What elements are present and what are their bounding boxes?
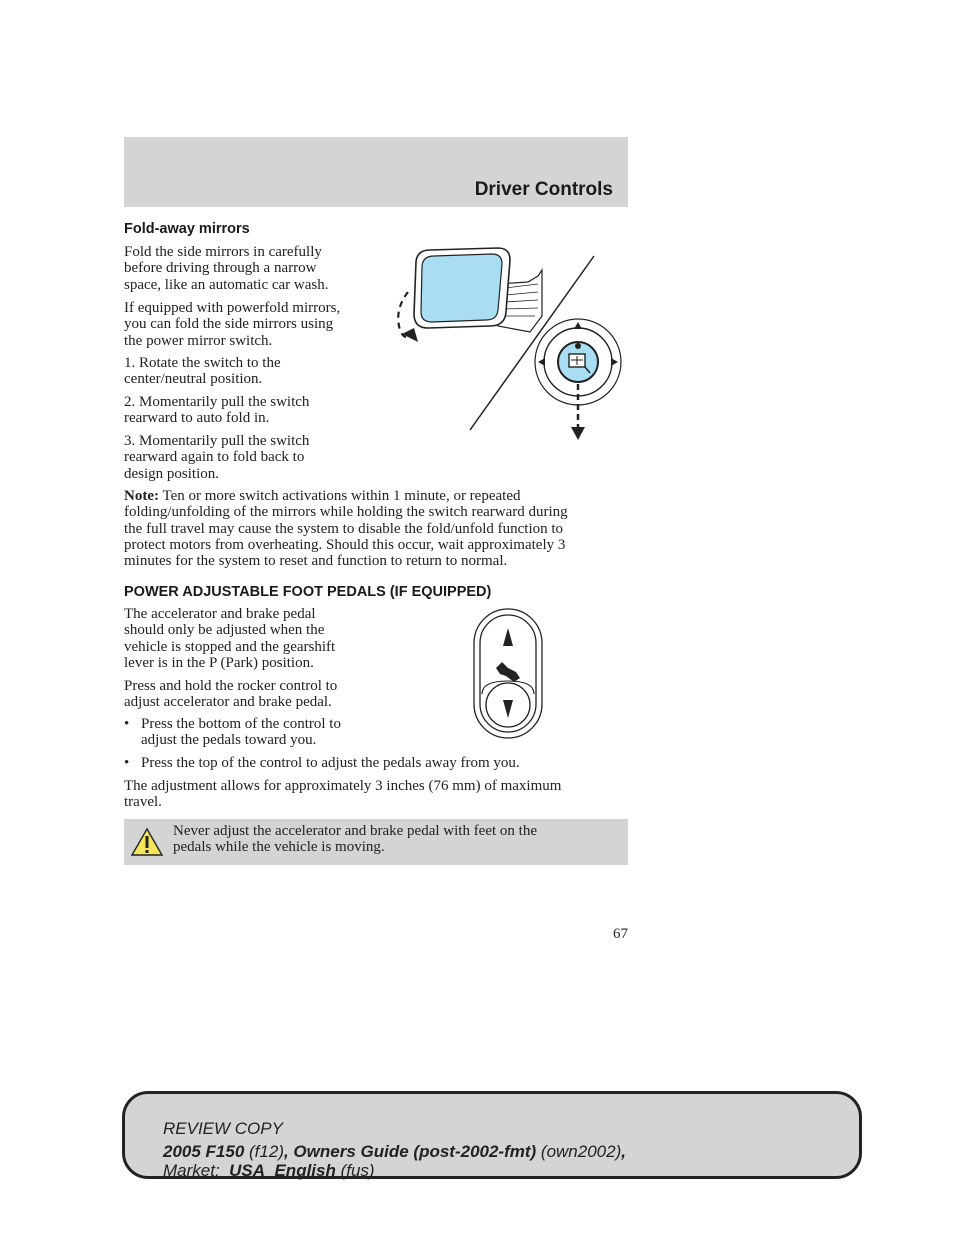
- text-line: Fold the side mirrors in carefully: [124, 244, 322, 260]
- text-line: Press the top of the control to adjust the pedals away from you.: [141, 755, 520, 771]
- step-2: [124, 394, 309, 427]
- guide-code: (own2002): [536, 1142, 622, 1161]
- section-heading-power-pedals: POWER ADJUSTABLE FOOT PEDALS (IF EQUIPPED): [124, 584, 492, 600]
- text-line: The adjustment allows for approximately 3 inches (76 mm) of maximum: [124, 778, 562, 794]
- text-line: before driving through a narrow: [124, 260, 317, 277]
- bullet-dot: •: [124, 755, 130, 771]
- footer-document-line: [163, 1143, 626, 1161]
- step-1: [124, 355, 281, 388]
- text-line: If equipped with powerfold mirrors,: [124, 300, 341, 316]
- text-line: the power mirror switch.: [124, 332, 273, 349]
- paragraph-rocker-control: [124, 678, 337, 711]
- text-line: the full travel may cause the system to disable the fold/unfold function to: [124, 520, 564, 537]
- text-line: folding/unfolding of the mirrors while holding the switch rearward during: [124, 504, 568, 521]
- section-heading-fold-away-mirrors: Fold-away mirrors: [124, 221, 250, 237]
- text-line: The accelerator and brake pedal: [124, 606, 316, 622]
- text-line: adjust accelerator and brake pedal.: [124, 694, 332, 711]
- warning-triangle-icon: [130, 827, 164, 857]
- text-line: 3. Momentarily pull the switch: [124, 433, 310, 449]
- paragraph-powerfold: [124, 300, 340, 349]
- text-line: protect motors from overheating. Should this occur, wait approximately 3: [124, 536, 566, 553]
- market-name: USA_English: [229, 1161, 336, 1180]
- text-line: rearward to auto fold in.: [124, 410, 270, 427]
- model-name: 2005 F150: [163, 1142, 245, 1161]
- text-line: rearward again to fold back to: [124, 449, 305, 466]
- warning-box: [124, 819, 628, 865]
- bullet-item: [124, 716, 424, 750]
- text-line: space, like an automatic car wash.: [124, 276, 329, 293]
- warning-text: [173, 823, 613, 856]
- market-label: Market:: [163, 1161, 230, 1180]
- text-line: 2. Momentarily pull the switch: [124, 394, 310, 410]
- text-line: minutes for the system to reset and function to return to normal.: [124, 553, 508, 570]
- separator: ,: [621, 1142, 626, 1161]
- market-code: (fus): [335, 1161, 375, 1180]
- paragraph-fold-mirrors: [124, 244, 329, 293]
- note-paragraph: [124, 488, 634, 569]
- text-line: lever is in the P (Park) position.: [124, 654, 314, 671]
- text-line: Ten or more switch activations within 1 minute, or repeated: [158, 488, 521, 504]
- model-code: (f12): [244, 1142, 284, 1161]
- bullet-dot: •: [124, 716, 130, 732]
- text-line: vehicle is stopped and the gearshift: [124, 638, 336, 655]
- text-line: design position.: [124, 465, 220, 482]
- mirror-fold-illustration: [380, 240, 630, 445]
- note-label: Note:: [124, 488, 159, 504]
- footer-market-line: [163, 1162, 375, 1180]
- text-line: pedals while the vehicle is moving.: [173, 839, 385, 856]
- text-line: Press the bottom of the control to: [141, 716, 341, 732]
- text-line: you can fold the side mirrors using: [124, 316, 334, 333]
- page-number: 67: [613, 926, 628, 942]
- page-title: Driver Controls: [474, 179, 613, 200]
- text-line: adjust the pedals toward you.: [141, 732, 317, 749]
- text-line: 1. Rotate the switch to the: [124, 355, 281, 371]
- review-copy-footer: [122, 1091, 862, 1179]
- paragraph-adjustment-travel: [124, 778, 561, 811]
- paragraph-pedal-adjust: [124, 606, 335, 671]
- pedal-rocker-switch-illustration: [470, 606, 546, 742]
- bullet-item: [124, 755, 624, 772]
- text-line: Press and hold the rocker control to: [124, 678, 338, 694]
- text-line: travel.: [124, 794, 162, 811]
- step-3: [124, 433, 309, 482]
- text-line: should only be adjusted when the: [124, 622, 325, 639]
- review-copy-label: REVIEW COPY: [163, 1119, 283, 1138]
- page-header: [124, 137, 628, 207]
- text-line: center/neutral position.: [124, 371, 263, 388]
- guide-name: , Owners Guide (post-2002-fmt): [283, 1142, 537, 1161]
- text-line: Never adjust the accelerator and brake pedal with feet on the: [173, 823, 537, 839]
